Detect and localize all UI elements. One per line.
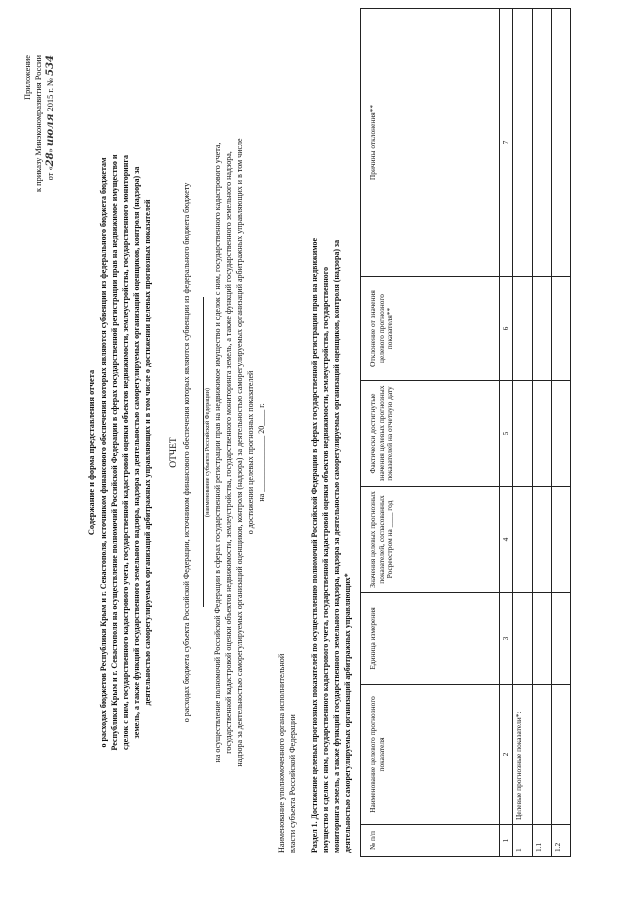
report-caption: (наименование субъекта Российской Федерации) (203, 298, 211, 608)
table-row (552, 9, 571, 857)
appendix-date (46, 55, 56, 180)
table-cell: Целевые прогнозные показатели*: (513, 685, 533, 825)
heading-line-4: земель, а также функций государственного земельного надзора, надзора за деятельностью саморегулируемых организаций оценщиков, контроля (надзора) за (132, 166, 141, 739)
section-line-2: имущество и сделок с ним, государственного кадастрового учета, государственной кадастровой оценки объектов недвижимости, землеустройства, государственного (321, 266, 330, 853)
report-line-4: о достижении целевых прогнозных показателей (246, 370, 255, 535)
header-deviation-reasons: Причины отклонения** (361, 9, 500, 277)
table-row (533, 9, 552, 857)
section-line-3: мониторинга земель, а также функций государственного земельного надзора, надзора за деятельностью саморегулируемых организаций оценщиков, контроля (надзора) за (332, 239, 341, 853)
heading-line-5: деятельностью саморегулируемых организаций арбитражных управляющих и в том числе о достижении целевых прогнозных показателей (143, 199, 152, 706)
column-number: 7 (500, 9, 513, 277)
table-cell (552, 9, 571, 277)
table-cell (513, 381, 533, 487)
header-target-values: Значения целевых прогнозных показателей, согласованных Росреестром на ____ год (361, 487, 500, 593)
report-line-2: государственной кадастровой оценки объектов недвижимости, землеустройства, государственного мониторинга земель, а также функций государственного земельного надзора, (224, 151, 233, 754)
heading-title: Содержание и форма представления отчета (87, 369, 96, 536)
report-title: ОТЧЕТ (169, 437, 179, 468)
table-cell: 1 (513, 825, 533, 857)
section-line-1: Раздел 1. Достижение целевых прогнозных показателей по осуществлению полномочий Российской Федерации в сферах государственной регистрации прав на недвижимое (310, 238, 319, 853)
header-deviation: Отклонение от значения целевого прогнозного показателя** (361, 277, 500, 381)
heading-line-2: Республики Крым и г. Севастополя на осуществление полномочий Российской Федерации в сферах государственной регистрации прав на недвижимое имущество и (110, 154, 119, 751)
authority-line-2: власти субъекта Российской Федерации (288, 714, 297, 853)
header-unit: Единица измерения (361, 593, 500, 685)
appendix-date-mid: » (46, 148, 55, 153)
header-indicator-name: Наименование целевого прогнозного показателя (361, 685, 500, 825)
appendix-date-prefix: от « (46, 166, 55, 181)
column-number: 4 (500, 487, 513, 593)
column-number: 1 (500, 825, 513, 857)
indicators-table (360, 8, 571, 857)
report-subtitle: о расходах бюджета субъекта Российской Федерации, источником финансового обеспечения которых являются субвенции из федерального бюджета бюджету (182, 182, 191, 723)
appendix-label: Приложение (23, 55, 32, 100)
table-cell (513, 277, 533, 381)
table-cell (533, 685, 552, 825)
column-number: 3 (500, 593, 513, 685)
table-cell (513, 487, 533, 593)
appendix-month: июля (45, 113, 56, 147)
table-cell (552, 277, 571, 381)
report-date-line: на ______________ 20____ г. (257, 403, 266, 502)
appendix-number: 534 (45, 55, 56, 76)
table-cell (533, 487, 552, 593)
table-cell (552, 487, 571, 593)
table-cell (533, 277, 552, 381)
appendix-day: 28 (45, 152, 56, 167)
column-number: 5 (500, 381, 513, 487)
column-number: 6 (500, 277, 513, 381)
table-cell (533, 9, 552, 277)
report-caption-wrap (203, 0, 211, 905)
report-line-1: на осуществление полномочий Российской Федерации в сферах государственной регистрации прав на недвижимое имущество и сделок с ним, государственного кадастрового учета, (213, 142, 222, 763)
table-header-row (361, 9, 500, 857)
header-number: № п/п (361, 825, 500, 857)
heading-line-1: о расходах бюджетов Республики Крым и г. Севастополя, источником финансового обеспечения которых являются субвенции из федерального бюджета бюджетам (99, 157, 108, 748)
table-cell (533, 593, 552, 685)
table-cell (552, 381, 571, 487)
heading-line-3: сделок с ним, государственного кадастрового учета, государственной кадастровой оценки объектов недвижимости, землеустройства, государственного мониторинга (121, 154, 130, 751)
table-cell (552, 593, 571, 685)
appendix-order: к приказу Минэкономразвития России (34, 55, 43, 193)
table-row (513, 9, 533, 857)
appendix-year: 2015 г. № (46, 77, 55, 112)
table-cell (533, 381, 552, 487)
table-cell (513, 593, 533, 685)
table-numbers-row (500, 9, 513, 857)
table-cell (513, 9, 533, 277)
authority-line-1: Наименование уполномоченного органа исполнительной (277, 653, 286, 853)
column-number: 2 (500, 685, 513, 825)
table-cell (552, 685, 571, 825)
table-cell: 1.1 (533, 825, 552, 857)
report-line-3: надзора за деятельностью саморегулируемых организаций оценщиков, контроля (надзора) за деятельностью саморегулируемых организаций арбитражных управляющих и в том числе (235, 138, 244, 767)
section-line-4: деятельностью саморегулируемых организаций арбитражных управляющих* (343, 573, 352, 853)
header-actual-values: Фактически достигнутые значения целевых прогнозных показателей на отчетную дату (361, 381, 500, 487)
table-cell: 1.2 (552, 825, 571, 857)
